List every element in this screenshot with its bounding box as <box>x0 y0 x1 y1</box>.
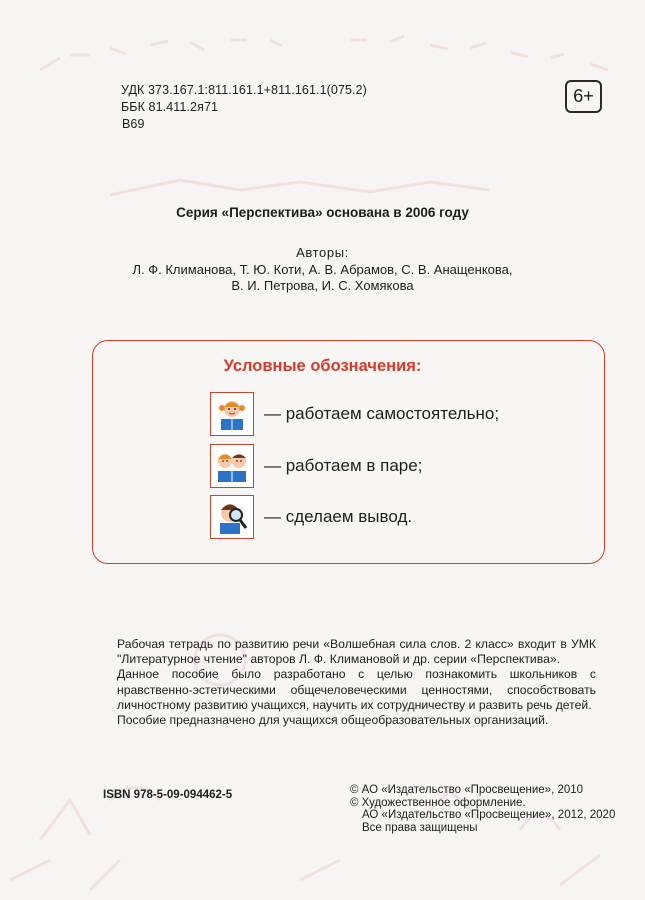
author-sign: В69 <box>122 117 145 131</box>
pair-reading-icon <box>210 444 254 488</box>
authors-line-1: Л. Ф. Климанова, Т. Ю. Коти, А. В. Абрамов, С. В. Анащенкова, <box>132 262 513 277</box>
girl-reading-icon <box>210 392 254 436</box>
legend-text-self: — работаем самостоятельно; <box>264 404 500 423</box>
description <box>117 637 596 728</box>
description-paragraph-2: Данное пособие было разработано с целью познакомить школьников с нравственно-эстетическими общечеловеческими ценностями, способствовать личностному развитию учащихся, научить их сотрудничеству и развить речь детей. <box>117 667 596 712</box>
legend-title: Условные обозначения: <box>223 357 422 375</box>
copyright-line-4: Все права защищены <box>362 821 478 834</box>
udk-code: УДК 373.167.1:811.161.1+811.161.1(075.2) <box>121 83 367 97</box>
copyright-line-2: © Художественное оформление. <box>350 796 526 809</box>
magnifier-boy-icon <box>210 495 254 539</box>
legend-item-conclusion <box>210 495 412 539</box>
series-note: Серия «Перспектива» основана в 2006 году <box>176 205 469 220</box>
bbk-code: ББК 81.411.2я71 <box>121 100 219 114</box>
description-paragraph-3: Пособие предназначено для учащихся общеобразовательных организаций. <box>117 713 549 728</box>
isbn: ISBN 978-5-09-094462-5 <box>103 789 233 801</box>
age-rating-badge: 6+ <box>565 80 602 113</box>
legend-text-conclusion: — сделаем вывод. <box>264 507 413 526</box>
description-paragraph-1: Рабочая тетрадь по развитию речи «Волшебная сила слов. 2 класс» входит в УМК "Литературное чтение" авторов Л. Ф. Климановой и др. серии «Перспектива». <box>117 637 596 667</box>
legend-item-self <box>210 392 499 436</box>
authors-list <box>0 262 645 294</box>
copyright-line-1: © АО «Издательство «Просвещение», 2010 <box>350 784 584 796</box>
catalog-info <box>121 82 367 133</box>
authors-heading: Авторы: <box>296 245 349 260</box>
copyright-block <box>350 784 615 834</box>
authors-line-2: В. И. Петрова, И. С. Хомякова <box>231 278 414 293</box>
legend-text-pair: — работаем в паре; <box>264 456 423 475</box>
copyright-line-3: АО «Издательство «Просвещение», 2012, 2020 <box>362 809 616 821</box>
legend-item-pair <box>210 444 422 488</box>
